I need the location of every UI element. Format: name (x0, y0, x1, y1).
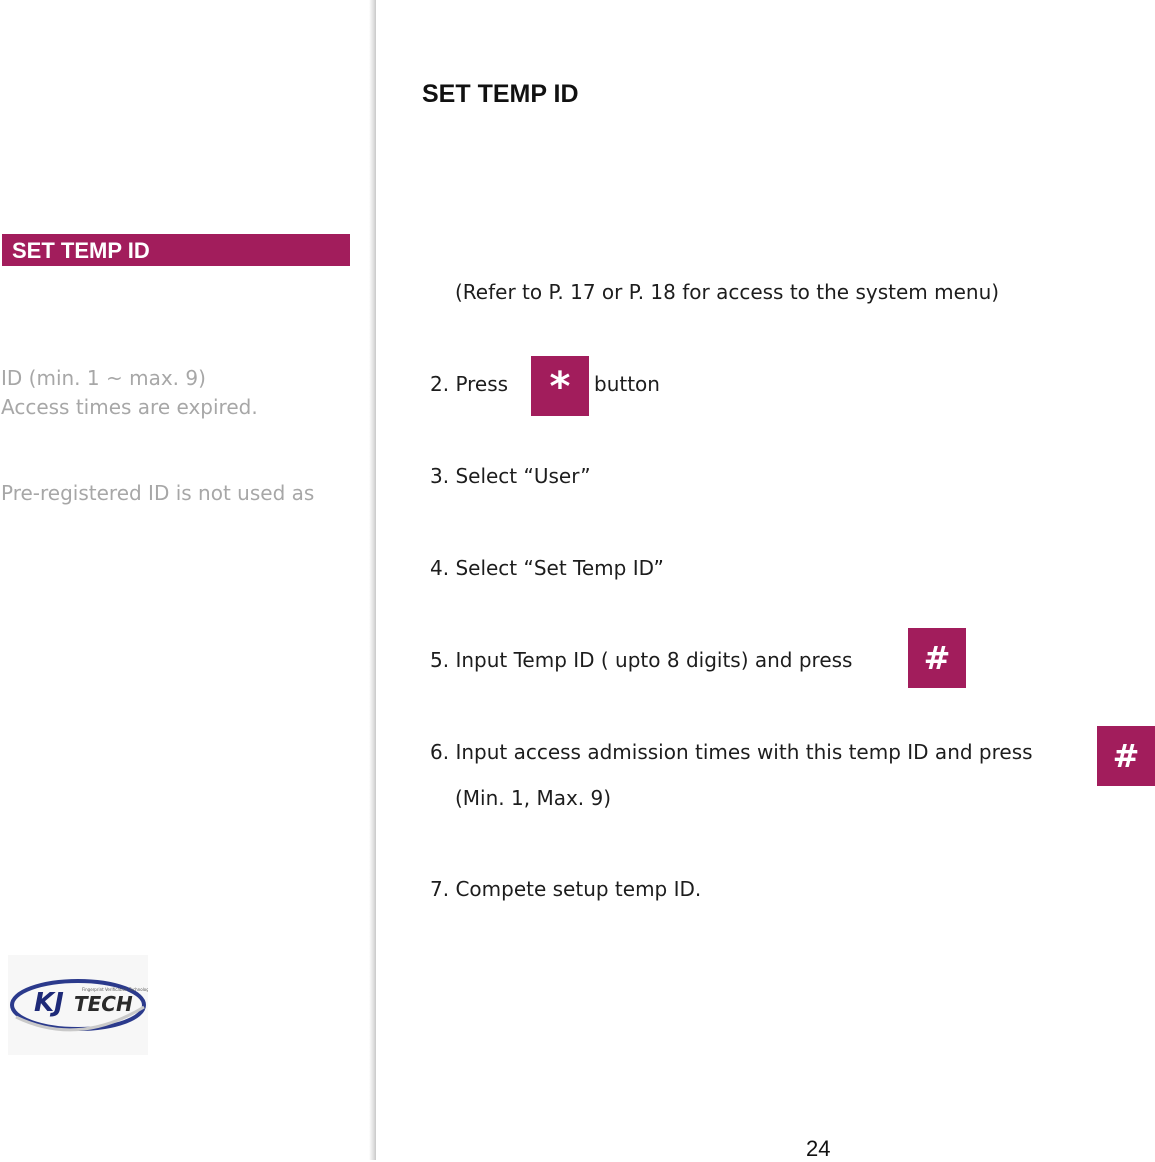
step-6-note: (Min. 1, Max. 9) (455, 786, 612, 810)
refer-note: (Refer to P. 17 or P. 18 for access to the system menu) (455, 280, 1000, 304)
sidebar-note-preregistered: Pre-registered ID is not used as (1, 481, 315, 505)
svg-text:TECH: TECH (74, 992, 133, 1016)
sidebar-section-banner: SET TEMP ID (2, 234, 350, 266)
column-divider (369, 0, 376, 1160)
step-4: 4. Select “Set Temp ID” (430, 556, 664, 580)
step-2-prefix: 2. Press (430, 372, 509, 396)
hash-key-icon: # (908, 628, 966, 688)
svg-text:KJ: KJ (34, 988, 64, 1018)
sidebar-note-expired: Access times are expired. (1, 395, 258, 419)
page-title: SET TEMP ID (422, 80, 579, 108)
kjtech-logo (8, 955, 148, 1055)
step-5: 5. Input Temp ID ( upto 8 digits) and press (430, 648, 853, 672)
step-2-suffix: button (594, 372, 660, 396)
step-7: 7. Compete setup temp ID. (430, 877, 702, 901)
step-3: 3. Select “User” (430, 464, 591, 488)
page-number: 24 (806, 1136, 831, 1161)
svg-text:Fingerprint Verification Techn: Fingerprint Verification Technology (82, 987, 148, 992)
star-key-icon: * (531, 356, 589, 416)
hash-key-icon-step6: # (1097, 726, 1155, 786)
sidebar-note-id-range: ID (min. 1 ~ max. 9) (1, 366, 206, 390)
step-6: 6. Input access admission times with this temp ID and press (430, 740, 1033, 764)
